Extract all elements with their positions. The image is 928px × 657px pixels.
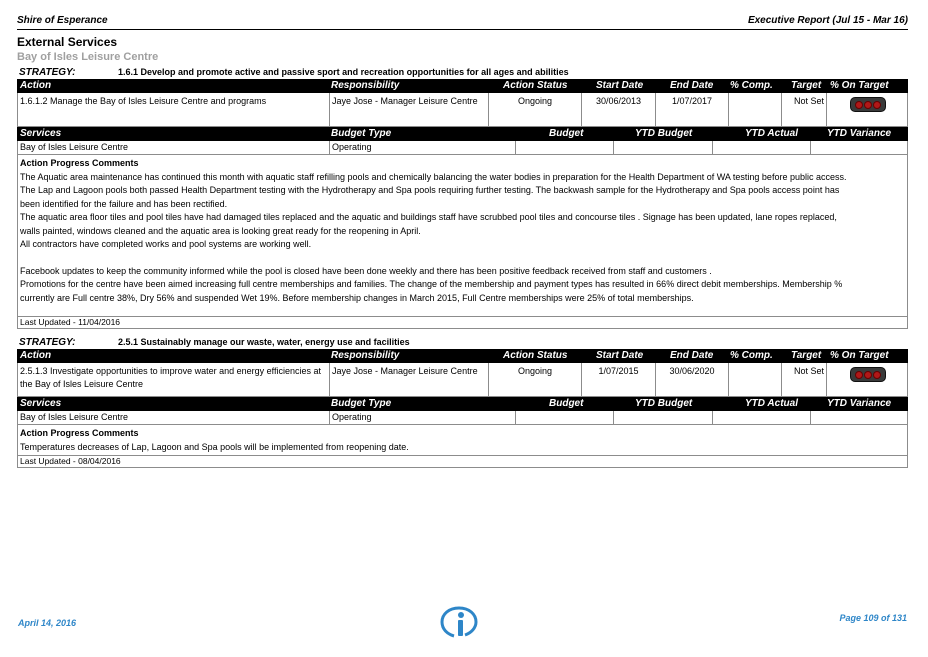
action-row [17, 363, 908, 397]
col-on-target: % On Target [830, 80, 889, 91]
comments-text: The Aquatic area maintenance has continued this month with aquatic staff refilling pools and chemically balancing the water bodies in preparation for the Health Department of WA testing before public access. The Lap and Lagoon pools both passed Health Department testing with the Hydrotherapy and Spa pools requiring further testing. The backwash sample for the Hydrotherapy and Spa pools access point has been identified for the failure and has been rectified. The aquatic area floor tiles and pool tiles have had damaged tiles replaced and the aquatic and buildings staff have scrubbed pool tiles and concourse tiles . Signage has been updated, lane ropes replaced, walls painted, windows cleaned and the aquatic area is looking great ready for the reopening in April. All contractors have completed works and pool systems are working well. Facebook updates to keep the community informed while the pool is closed have been done weekly and there has been positive feedback received from staff and customers . Promotions for the centre have been aimed increasing full centre memberships and families. The change of the membership and payment types has resulted in 66% direct debit memberships. Membership % currently are Full centre 38%, Dry 56% and suspended Wet 19%. Before membership changes in March 2015, Full Centre memberships were 25% of total memberships. [20, 172, 847, 303]
col-ytd-actual: YTD Actual [745, 128, 798, 139]
action-start-date: 1/07/2015 [582, 363, 656, 396]
footer-page-number: Page 109 of 131 [839, 613, 907, 623]
header-divider [17, 29, 908, 30]
organisation-logo-icon [440, 606, 478, 638]
col-start-date: Start Date [596, 350, 644, 361]
service-ytd-budget [614, 141, 713, 154]
col-responsibility: Responsibility [331, 80, 400, 91]
col-ytd-variance: YTD Variance [827, 128, 892, 139]
action-comp [729, 363, 782, 396]
col-ytd-variance: YTD Variance [827, 398, 892, 409]
col-target: Target [791, 350, 822, 361]
service-budget [516, 141, 614, 154]
services-header-bar [17, 397, 908, 411]
strategy-label: STRATEGY: [19, 337, 76, 348]
col-ytd-budget: YTD Budget [635, 128, 693, 139]
action-name: 1.6.1.2 Manage the Bay of Isles Leisure Centre and programs [18, 93, 330, 126]
services-row [17, 411, 908, 425]
col-action-status: Action Status [503, 350, 568, 361]
action-header-bar [17, 79, 908, 93]
action-end-date: 30/06/2020 [656, 363, 729, 396]
services-row [17, 141, 908, 155]
service-budget-type: Operating [330, 141, 516, 154]
col-budget: Budget [549, 398, 584, 409]
strategy-label: STRATEGY: [19, 67, 76, 78]
strategy-text: 1.6.1 Develop and promote active and passive sport and recreation opportunities for all ages and abilities [118, 67, 569, 77]
col-ytd-actual: YTD Actual [745, 398, 798, 409]
action-progress-comments [17, 425, 908, 456]
service-budget [516, 411, 614, 424]
service-ytd-variance [811, 141, 907, 154]
comments-heading: Action Progress Comments [20, 428, 139, 438]
strategy-text: 2.5.1 Sustainably manage our waste, water, energy use and facilities [118, 337, 410, 347]
col-budget-type: Budget Type [331, 128, 392, 139]
last-updated: Last Updated - 11/04/2016 [17, 317, 908, 329]
col-services: Services [20, 128, 62, 139]
strategy-block-2 [17, 336, 908, 468]
service-ytd-actual [713, 141, 811, 154]
col-budget-type: Budget Type [331, 398, 392, 409]
comments-heading: Action Progress Comments [20, 158, 139, 168]
service-ytd-actual [713, 411, 811, 424]
section-title: External Services [17, 35, 118, 49]
strategy-row [17, 66, 908, 79]
section-subtitle: Bay of Isles Leisure Centre [17, 51, 159, 63]
action-comp [729, 93, 782, 126]
services-header-bar [17, 127, 908, 141]
col-comp: % Comp. [730, 80, 773, 91]
action-name: 2.5.1.3 Investigate opportunities to improve water and energy efficiencies at the Bay of Isles Leisure Centre [18, 363, 330, 396]
col-services: Services [20, 398, 62, 409]
action-progress-comments [17, 155, 908, 317]
col-budget: Budget [549, 128, 584, 139]
col-on-target: % On Target [830, 350, 889, 361]
col-action: Action [20, 350, 52, 361]
traffic-light-icon [850, 367, 886, 382]
col-target: Target [791, 80, 822, 91]
service-name: Bay of Isles Leisure Centre [18, 141, 330, 154]
col-ytd-budget: YTD Budget [635, 398, 693, 409]
header-report-title: Executive Report (Jul 15 - Mar 16) [747, 15, 908, 26]
action-target: Not Set [782, 93, 827, 126]
action-start-date: 30/06/2013 [582, 93, 656, 126]
col-end-date: End Date [670, 80, 714, 91]
traffic-light-icon [850, 97, 886, 112]
col-start-date: Start Date [596, 80, 644, 91]
col-action-status: Action Status [503, 80, 568, 91]
col-comp: % Comp. [730, 350, 773, 361]
action-target: Not Set [782, 363, 827, 396]
col-action: Action [20, 80, 52, 91]
action-row [17, 93, 908, 127]
strategy-row [17, 336, 908, 349]
action-responsibility: Jaye Jose - Manager Leisure Centre [330, 93, 489, 126]
action-header-bar [17, 349, 908, 363]
header-org: Shire of Esperance [17, 15, 108, 26]
service-ytd-variance [811, 411, 907, 424]
footer-date: April 14, 2016 [18, 618, 77, 628]
service-budget-type: Operating [330, 411, 516, 424]
col-end-date: End Date [670, 350, 714, 361]
col-responsibility: Responsibility [331, 350, 400, 361]
action-status: Ongoing [489, 93, 582, 126]
action-status: Ongoing [489, 363, 582, 396]
strategy-block-1 [17, 66, 908, 329]
action-end-date: 1/07/2017 [656, 93, 729, 126]
service-name: Bay of Isles Leisure Centre [18, 411, 330, 424]
service-ytd-budget [614, 411, 713, 424]
last-updated: Last Updated - 08/04/2016 [17, 456, 908, 468]
action-responsibility: Jaye Jose - Manager Leisure Centre [330, 363, 489, 396]
comments-text: Temperatures decreases of Lap, Lagoon and Spa pools will be implemented from reopening date. [20, 442, 409, 452]
